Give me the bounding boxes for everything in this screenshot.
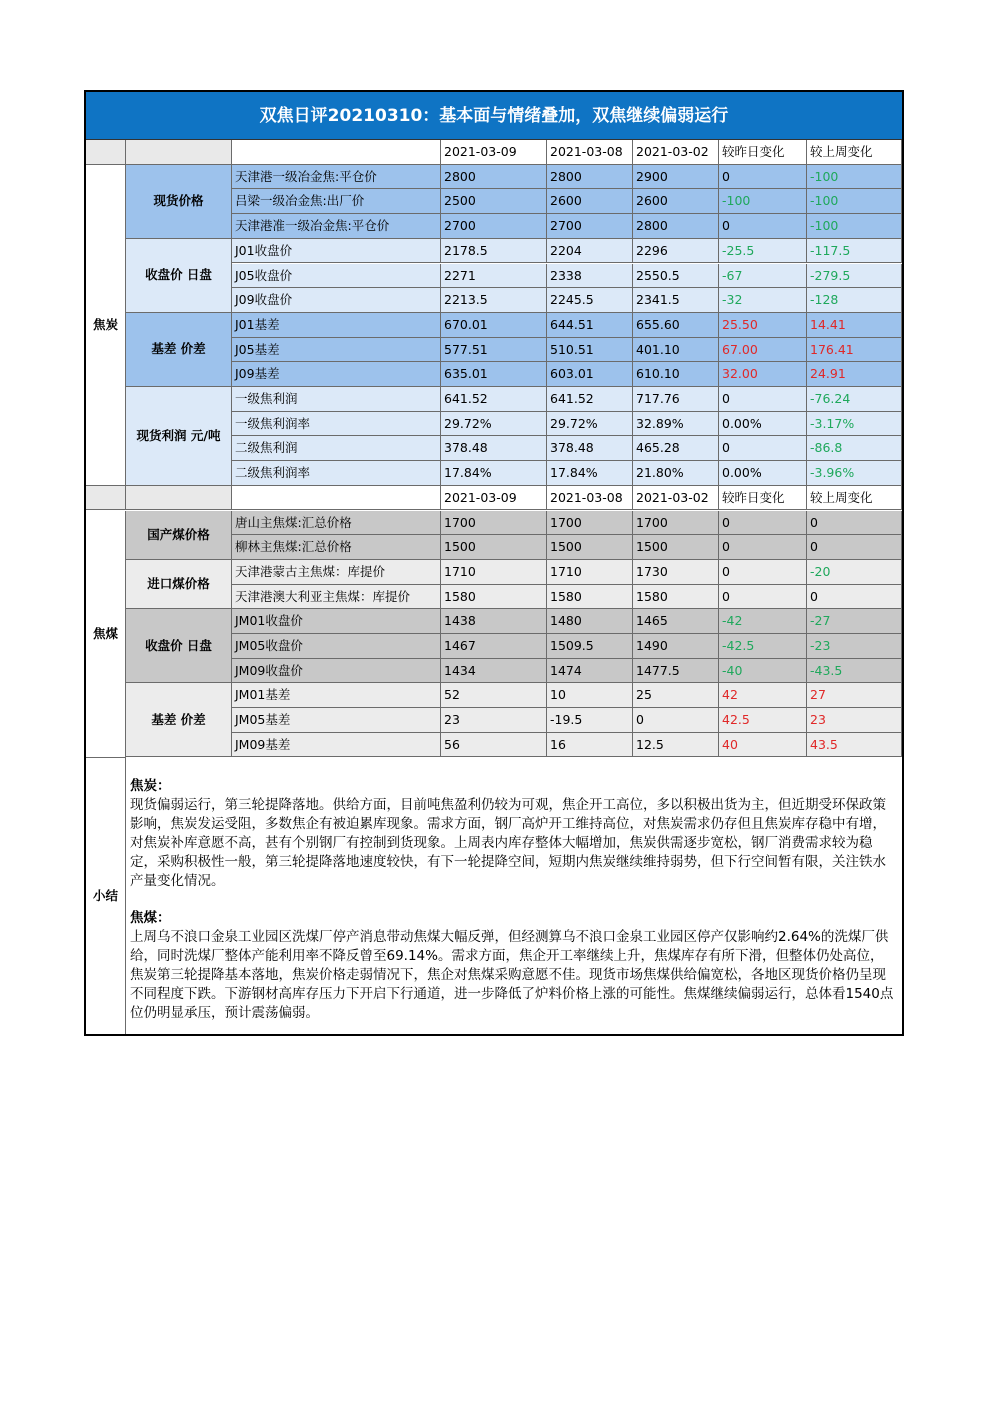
coal-header-blank-1 [86,486,126,511]
indicator-name: JM09基差 [232,733,441,758]
weekly-change: 27 [807,683,902,708]
value-d3: 610.10 [633,362,719,387]
value-d3: 1500 [633,535,719,560]
coal-header-blank-2 [126,486,232,511]
daily-change: -40 [719,659,807,684]
coke-summary-heading: 焦炭： [130,778,171,794]
weekly-change: 24.91 [807,362,902,387]
daily-change: -25.5 [719,239,807,264]
daily-change: 32.00 [719,362,807,387]
value-d3: 1700 [633,511,719,536]
coal-header-blank-3 [232,486,441,511]
coke-header-daily: 较昨日变化 [719,140,807,165]
coke-summary-body: 现货偏弱运行，第三轮提降落地。供给方面，目前吨焦盈利仍较为可观，焦企开工高位，多以积极出货为主，但近期受环保政策影响，焦炭发运受阻，多数焦企有被迫累库现象。需求方面，钢厂高炉开工维持高位，对焦炭需求仍存但且焦炭库存稳中有增，对焦炭补库意愿不高，甚有个别钢厂有控制到货现象。上周表内库存整体大幅增加，焦炭供需逐步宽松，钢厂消费需求较为稳定，采购积极性一般，第三轮提降落地速度较快，有下一轮提降空间，短期内焦炭继续维持弱势，但下行空间暂有限，关注铁水产量变化情况。 [130,797,886,889]
value-d1: 1700 [441,511,547,536]
weekly-change: -23 [807,634,902,659]
weekly-change: -100 [807,165,902,190]
value-d1: 635.01 [441,362,547,387]
value-d2: 2338 [547,264,633,289]
value-d1: 2178.5 [441,239,547,264]
value-d1: 2213.5 [441,288,547,313]
coke-header-weekly: 较上周变化 [807,140,902,165]
indicator-name: J09基差 [232,362,441,387]
value-d3: 1580 [633,585,719,610]
weekly-change: 0 [807,535,902,560]
value-d3: 1490 [633,634,719,659]
value-d2: 1509.5 [547,634,633,659]
daily-change: 0.00% [719,412,807,437]
daily-change: 42.5 [719,708,807,733]
value-d1: 2700 [441,214,547,239]
value-d1: 670.01 [441,313,547,338]
weekly-change: -128 [807,288,902,313]
value-d2: 2245.5 [547,288,633,313]
value-d1: 1710 [441,560,547,585]
weekly-change: 0 [807,511,902,536]
value-d3: 1730 [633,560,719,585]
value-d3: 2550.5 [633,264,719,289]
value-d3: 655.60 [633,313,719,338]
indicator-name: 一级焦利润 [232,387,441,412]
indicator-name: 一级焦利润率 [232,412,441,437]
value-d3: 1465 [633,609,719,634]
weekly-change: -76.24 [807,387,902,412]
value-d1: 2800 [441,165,547,190]
value-d1: 577.51 [441,338,547,363]
value-d1: 29.72% [441,412,547,437]
value-d2: 29.72% [547,412,633,437]
indicator-name: J05基差 [232,338,441,363]
value-d2: 378.48 [547,436,633,461]
indicator-name: J05收盘价 [232,264,441,289]
value-d1: 641.52 [441,387,547,412]
value-d2: 17.84% [547,461,633,486]
weekly-change: 176.41 [807,338,902,363]
coke-header-blank-3 [232,140,441,165]
coal-header-d3: 2021-03-02 [633,486,719,511]
weekly-change: -3.96% [807,461,902,486]
value-d3: 401.10 [633,338,719,363]
value-d3: 21.80% [633,461,719,486]
value-d3: 465.28 [633,436,719,461]
daily-change: 40 [719,733,807,758]
value-d1: 56 [441,733,547,758]
coke-header-d1: 2021-03-09 [441,140,547,165]
daily-change: -100 [719,189,807,214]
indicator-name: 二级焦利润率 [232,461,441,486]
value-d3: 25 [633,683,719,708]
indicator-name: JM09收盘价 [232,659,441,684]
weekly-change: -86.8 [807,436,902,461]
weekly-change: 43.5 [807,733,902,758]
daily-change: 0 [719,535,807,560]
value-d3: 32.89% [633,412,719,437]
indicator-name: JM05收盘价 [232,634,441,659]
indicator-name: 天津港一级冶金焦:平仓价 [232,165,441,190]
coke-header-blank-1 [86,140,126,165]
value-d1: 17.84% [441,461,547,486]
value-d3: 2900 [633,165,719,190]
daily-change: -42 [719,609,807,634]
value-d2: 2700 [547,214,633,239]
value-d3: 2600 [633,189,719,214]
daily-change: 42 [719,683,807,708]
group-label: 收盘价 日盘 [126,609,232,683]
weekly-change: -100 [807,214,902,239]
summary-text [126,767,900,1034]
daily-change: 0.00% [719,461,807,486]
coal-header-weekly: 较上周变化 [807,486,902,511]
coal-summary-heading: 焦煤： [130,910,171,926]
daily-change: -67 [719,264,807,289]
value-d1: 52 [441,683,547,708]
weekly-change: -279.5 [807,264,902,289]
value-d2: 603.01 [547,362,633,387]
value-d3: 717.76 [633,387,719,412]
coke-header-d2: 2021-03-08 [547,140,633,165]
value-d1: 1500 [441,535,547,560]
group-label: 收盘价 日盘 [126,239,232,313]
daily-change: 0 [719,387,807,412]
value-d1: 1467 [441,634,547,659]
indicator-name: JM01收盘价 [232,609,441,634]
value-d3: 1477.5 [633,659,719,684]
value-d2: 641.52 [547,387,633,412]
weekly-change: -117.5 [807,239,902,264]
daily-change: 0 [719,585,807,610]
daily-change: 0 [719,560,807,585]
group-label: 基差 价差 [126,313,232,387]
coke-header-blank-2 [126,140,232,165]
value-d3: 0 [633,708,719,733]
value-d2: 2204 [547,239,633,264]
value-d2: -19.5 [547,708,633,733]
value-d3: 12.5 [633,733,719,758]
weekly-change: -27 [807,609,902,634]
daily-report-sheet [84,90,904,1036]
daily-change: 0 [719,165,807,190]
indicator-name: J01收盘价 [232,239,441,264]
weekly-change: 14.41 [807,313,902,338]
value-d1: 23 [441,708,547,733]
value-d2: 1700 [547,511,633,536]
daily-change: 0 [719,511,807,536]
summary-label: 小结 [86,756,126,1034]
value-d2: 1500 [547,535,633,560]
value-d2: 1710 [547,560,633,585]
indicator-name: 柳林主焦煤:汇总价格 [232,535,441,560]
value-d1: 2500 [441,189,547,214]
indicator-name: 天津港澳大利亚主焦煤：库提价 [232,585,441,610]
value-d2: 2800 [547,165,633,190]
value-d3: 2800 [633,214,719,239]
daily-change: -42.5 [719,634,807,659]
indicator-name: 天津港蒙古主焦煤：库提价 [232,560,441,585]
indicator-name: 天津港准一级冶金焦:平仓价 [232,214,441,239]
coal-header-d1: 2021-03-09 [441,486,547,511]
value-d2: 10 [547,683,633,708]
indicator-name: 二级焦利润 [232,436,441,461]
report-title: 双焦日评20210310：基本面与情绪叠加，双焦继续偏弱运行 [86,92,902,140]
value-d2: 644.51 [547,313,633,338]
value-d2: 16 [547,733,633,758]
daily-change: 0 [719,214,807,239]
weekly-change: -3.17% [807,412,902,437]
value-d3: 2341.5 [633,288,719,313]
coal-header-d2: 2021-03-08 [547,486,633,511]
daily-change: -32 [719,288,807,313]
indicator-name: J01基差 [232,313,441,338]
value-d1: 1434 [441,659,547,684]
value-d2: 1580 [547,585,633,610]
daily-change: 0 [719,436,807,461]
coal-section-label: 焦煤 [86,511,126,758]
daily-change: 25.50 [719,313,807,338]
indicator-name: JM05基差 [232,708,441,733]
indicator-name: JM01基差 [232,683,441,708]
group-label: 国产煤价格 [126,511,232,560]
group-label: 现货利润 元/吨 [126,387,232,486]
weekly-change: 23 [807,708,902,733]
value-d2: 1474 [547,659,633,684]
daily-change: 67.00 [719,338,807,363]
value-d1: 378.48 [441,436,547,461]
indicator-name: J09收盘价 [232,288,441,313]
weekly-change: -20 [807,560,902,585]
group-label: 现货价格 [126,165,232,239]
group-label: 进口煤价格 [126,560,232,609]
value-d2: 510.51 [547,338,633,363]
weekly-change: -43.5 [807,659,902,684]
weekly-change: 0 [807,585,902,610]
value-d3: 2296 [633,239,719,264]
value-d1: 2271 [441,264,547,289]
indicator-name: 唐山主焦煤:汇总价格 [232,511,441,536]
coke-header-d3: 2021-03-02 [633,140,719,165]
value-d2: 2600 [547,189,633,214]
coke-section-label: 焦炭 [86,165,126,486]
group-label: 基差 价差 [126,683,232,757]
value-d2: 1480 [547,609,633,634]
indicator-name: 吕梁一级冶金焦:出厂价 [232,189,441,214]
value-d1: 1580 [441,585,547,610]
value-d1: 1438 [441,609,547,634]
weekly-change: -100 [807,189,902,214]
coal-header-daily: 较昨日变化 [719,486,807,511]
coal-summary-body: 上周乌不浪口金泉工业园区洗煤厂停产消息带动焦煤大幅反弹，但经测算乌不浪口金泉工业园区停产仅影响约2.64%的洗煤厂供给，同时洗煤厂整体产能利用率不降反曾至69.14%。需求方面，焦企开工率继续上升，焦煤库存有所下滑，但整体仍处高位，焦炭第三轮提降基本落地，焦炭价格走弱情况下，焦企对焦煤采购意愿不佳。现货市场焦煤供给偏宽松，各地区现货价格仍呈现不同程度下跌。下游钢材高库存压力下开启下行通道，进一步降低了炉料价格上涨的可能性。焦煤继续偏弱运行，总体看1540点位仍明显承压，预计震荡偏弱。 [130,929,894,1021]
